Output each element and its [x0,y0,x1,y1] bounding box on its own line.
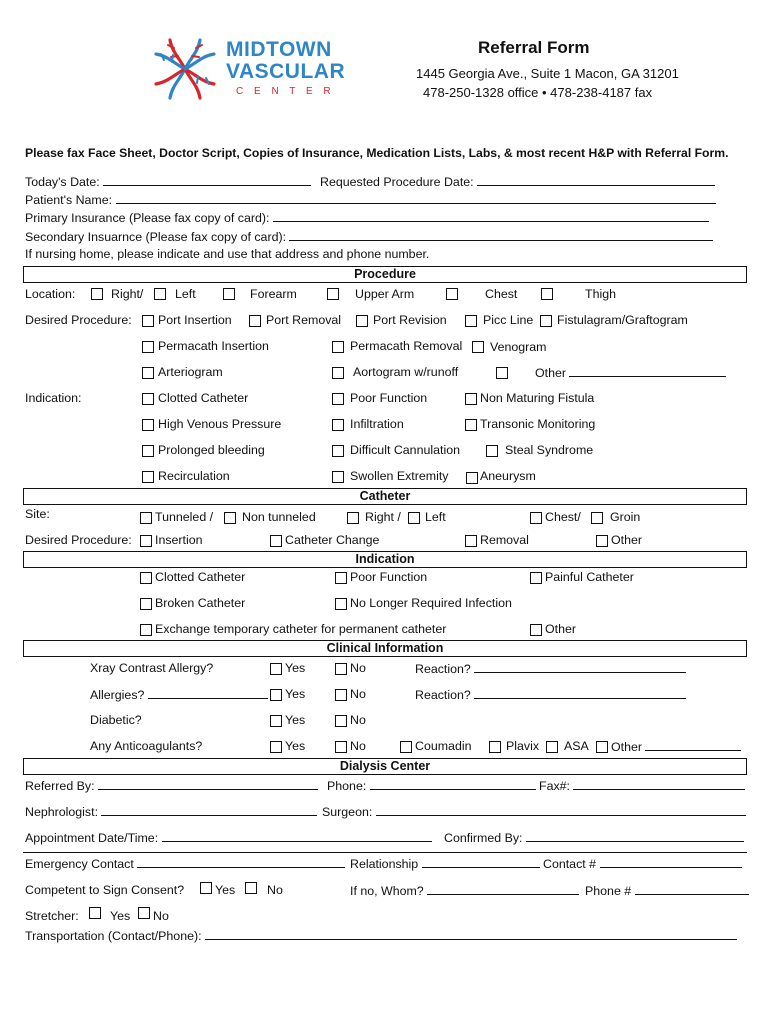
secondary-insurance-field[interactable] [289,229,713,241]
tunneled-label: Tunneled / [155,510,214,524]
upper-arm-checkbox[interactable] [327,288,339,300]
poor-function-checkbox[interactable] [332,393,344,405]
xray-reaction-field[interactable] [474,661,686,673]
chest-label: Chest [485,287,518,301]
diabetic-no-checkbox[interactable] [335,715,347,727]
difficult-cannulation-checkbox[interactable] [332,445,344,457]
exchange-checkbox[interactable] [140,624,152,636]
ind-other-label: Other [545,622,576,636]
diabetic-label: Diabetic? [90,713,142,727]
ind-poor-function-checkbox[interactable] [335,572,347,584]
allergies-yes-label: Yes [285,687,306,701]
anticoagulants-label: Any Anticoagulants? [90,739,203,753]
transportation-field[interactable] [205,928,737,940]
competent-yes-checkbox[interactable] [200,882,212,894]
groin-label: Groin [610,510,641,524]
relationship-label: Relationship [350,857,419,871]
procedure-other-checkbox[interactable] [496,367,508,379]
form-title: Referral Form [478,38,590,57]
catheter-right-label: Right / [365,510,401,524]
aneurysm-label: Aneurysm [480,469,536,483]
catheter-chest-checkbox[interactable] [530,512,542,524]
clotted-catheter-checkbox[interactable] [142,393,154,405]
chest-checkbox[interactable] [446,288,458,300]
allergies-field[interactable] [148,687,268,699]
stretcher-yes-checkbox[interactable] [89,907,101,919]
instructions: Please fax Face Sheet, Doctor Script, Copies of Insurance, Medication Lists, Labs, & most recent H&P with Referral Form. [25,146,729,160]
left-label: Left [175,287,196,301]
groin-checkbox[interactable] [591,512,603,524]
anticoag-other-field[interactable] [645,739,741,751]
if-no-whom-field[interactable] [427,883,579,895]
ind-clotted-label: Clotted Catheter [155,570,246,584]
fax-label: Fax#: [539,779,570,793]
org-name-1: MIDTOWN [226,38,332,61]
indication-header: Indication [23,551,747,568]
forearm-checkbox[interactable] [223,288,235,300]
permacath-removal-checkbox[interactable] [332,341,344,353]
desired-procedure-label: Desired Procedure: [25,313,132,327]
broken-catheter-checkbox[interactable] [140,598,152,610]
plavix-checkbox[interactable] [489,741,501,753]
catheter-other-label: Other [611,533,642,547]
catheter-change-label: Catheter Change [285,533,380,547]
ind-poor-function-label: Poor Function [350,570,428,584]
logo-icon [150,34,220,104]
nephrologist-label: Nephrologist: [25,805,99,819]
stretcher-no-checkbox[interactable] [138,907,150,919]
aortogram-label: Aortogram w/runoff [353,365,459,379]
diabetic-yes-label: Yes [285,713,306,727]
fistulagram-label: Fistulagram/Graftogram [557,313,688,327]
xray-no-label: No [350,661,366,675]
stretcher-label: Stretcher: [25,909,79,923]
stretcher-no-label: No [153,909,169,923]
divider [23,852,747,853]
aortogram-checkbox[interactable] [332,367,344,379]
transonic-label: Transonic Monitoring [480,417,596,431]
referred-by-field[interactable] [98,778,318,790]
catheter-chest-label: Chest/ [545,510,581,524]
requested-date-label: Requested Procedure Date: [320,175,474,189]
infiltration-label: Infiltration [350,417,404,431]
steal-syndrome-checkbox[interactable] [486,445,498,457]
emergency-contact-label: Emergency Contact [25,857,134,871]
secondary-insurance-label: Secondary Insuarnce (Please fax copy of card): [25,230,287,244]
coumadin-checkbox[interactable] [400,741,412,753]
difficult-cannulation-label: Difficult Cannulation [350,443,460,457]
venogram-checkbox[interactable] [472,341,484,353]
primary-insurance-field[interactable] [273,210,709,222]
asa-label: ASA [564,739,589,753]
swollen-extremity-checkbox[interactable] [332,471,344,483]
broken-catheter-label: Broken Catheter [155,596,246,610]
non-maturing-label: Non Maturing Fistula [480,391,595,405]
requested-date-field[interactable] [477,174,715,186]
non-tunneled-label: Non tunneled [242,510,316,524]
emergency-contact-field[interactable] [137,856,345,868]
transportation-label: Transportation (Contact/Phone): [25,929,202,943]
phone-field[interactable] [370,778,536,790]
surgeon-field[interactable] [376,804,746,816]
whom-phone-field[interactable] [635,883,749,895]
catheter-other-checkbox[interactable] [596,535,608,547]
aneurysm-checkbox[interactable] [466,472,478,484]
right-label: Right/ [111,287,144,301]
procedure-header: Procedure [23,266,747,283]
poor-function-label: Poor Function [350,391,428,405]
procedure-other-field[interactable] [569,365,726,377]
anticoag-no-label: No [350,739,366,753]
anticoag-yes-label: Yes [285,739,306,753]
anticoag-yes-checkbox[interactable] [270,741,282,753]
xray-label: Xray Contrast Allergy? [90,661,214,675]
catheter-desired-label: Desired Procedure: [25,533,132,547]
catheter-header: Catheter [23,488,747,505]
anticoag-other-label: Other [611,740,642,754]
allergies-no-checkbox[interactable] [335,689,347,701]
catheter-left-label: Left [425,510,446,524]
primary-insurance-label: Primary Insurance (Please fax copy of card): [25,211,270,225]
anticoag-other-checkbox[interactable] [596,741,608,753]
no-longer-required-checkbox[interactable] [335,598,347,610]
prolonged-bleeding-checkbox[interactable] [142,445,154,457]
arteriogram-checkbox[interactable] [142,367,154,379]
contact-number-label: Contact # [543,857,597,871]
left-checkbox[interactable] [154,288,166,300]
anticoag-no-checkbox[interactable] [335,741,347,753]
site-label: Site: [25,507,50,521]
no-longer-required-label: No Longer Required Infection [350,596,512,610]
picc-line-label: Picc Line [483,313,534,327]
diabetic-no-label: No [350,713,366,727]
exchange-label: Exchange temporary catheter for permanent catheter [155,622,447,636]
painful-catheter-label: Painful Catheter [545,570,634,584]
competent-no-checkbox[interactable] [245,882,257,894]
competent-no-label: No [267,883,283,897]
non-tunneled-checkbox[interactable] [224,512,236,524]
high-venous-checkbox[interactable] [142,419,154,431]
permacath-insertion-label: Permacath Insertion [158,339,269,353]
allergies-yes-checkbox[interactable] [270,689,282,701]
patient-name-label: Patient's Name: [25,193,113,207]
todays-date-label: Today's Date: [25,175,100,189]
allergies-label: Allergies? [90,688,145,702]
arteriogram-label: Arteriogram [158,365,223,379]
steal-syndrome-label: Steal Syndrome [505,443,594,457]
stretcher-yes-label: Yes [110,909,131,923]
insertion-label: Insertion [155,533,203,547]
allergies-reaction-field[interactable] [474,687,686,699]
plavix-label: Plavix [506,739,540,753]
catheter-left-checkbox[interactable] [408,512,420,524]
port-removal-checkbox[interactable] [249,315,261,327]
painful-catheter-checkbox[interactable] [530,572,542,584]
port-revision-label: Port Revision [373,313,447,327]
dialysis-header: Dialysis Center [23,758,747,775]
nephrologist-field[interactable] [101,804,317,816]
removal-checkbox[interactable] [465,535,477,547]
forearm-label: Forearm [250,287,297,301]
location-label: Location: [25,287,76,301]
high-venous-label: High Venous Pressure [158,417,282,431]
competent-label: Competent to Sign Consent? [25,883,185,897]
venogram-label: Venogram [490,340,547,354]
org-name-2: VASCULAR [226,60,346,83]
fax-field[interactable] [573,778,745,790]
infiltration-checkbox[interactable] [332,419,344,431]
nursing-home-note: If nursing home, please indicate and use that address and phone number. [25,247,430,261]
whom-phone-label: Phone # [585,884,632,898]
right-checkbox[interactable] [91,288,103,300]
procedure-other-label: Other [535,366,566,380]
removal-label: Removal [480,533,529,547]
xray-reaction-label: Reaction? [415,662,471,676]
confirmed-by-field[interactable] [526,830,744,842]
indication-label: Indication: [25,391,82,405]
fistulagram-checkbox[interactable] [540,315,552,327]
ind-clotted-checkbox[interactable] [140,572,152,584]
picc-line-checkbox[interactable] [465,315,477,327]
allergies-reaction-label: Reaction? [415,688,471,702]
relationship-field[interactable] [422,856,540,868]
if-no-whom-label: If no, Whom? [350,884,424,898]
todays-date-field[interactable] [103,174,311,186]
logo [150,34,360,104]
ind-other-checkbox[interactable] [530,624,542,636]
recirculation-label: Recirculation [158,469,230,483]
competent-yes-label: Yes [215,883,236,897]
swollen-extremity-label: Swollen Extremity [350,469,449,483]
confirmed-by-label: Confirmed By: [444,831,523,845]
org-name-3: C E N T E R [236,86,335,97]
insertion-checkbox[interactable] [140,535,152,547]
non-maturing-checkbox[interactable] [465,393,477,405]
xray-yes-label: Yes [285,661,306,675]
port-revision-checkbox[interactable] [356,315,368,327]
appointment-label: Appointment Date/Time: [25,831,159,845]
thigh-checkbox[interactable] [541,288,553,300]
catheter-change-checkbox[interactable] [270,535,282,547]
port-insertion-label: Port Insertion [158,313,232,327]
asa-checkbox[interactable] [546,741,558,753]
contact-number-field[interactable] [600,856,742,868]
clinical-header: Clinical Information [23,640,747,657]
permacath-insertion-checkbox[interactable] [142,341,154,353]
allergies-no-label: No [350,687,366,701]
address: 1445 Georgia Ave., Suite 1 Macon, GA 31201 [416,66,679,81]
thigh-label: Thigh [585,287,616,301]
recirculation-checkbox[interactable] [142,471,154,483]
port-removal-label: Port Removal [266,313,342,327]
catheter-right-checkbox[interactable] [347,512,359,524]
prolonged-bleeding-label: Prolonged bleeding [158,443,265,457]
phone-fax: 478-250-1328 office • 478-238-4187 fax [423,85,653,100]
tunneled-checkbox[interactable] [140,512,152,524]
diabetic-yes-checkbox[interactable] [270,715,282,727]
phone-label: Phone: [327,779,367,793]
xray-no-checkbox[interactable] [335,663,347,675]
upper-arm-label: Upper Arm [355,287,415,301]
port-insertion-checkbox[interactable] [142,315,154,327]
coumadin-label: Coumadin [415,739,472,753]
permacath-removal-label: Permacath Removal [350,339,463,353]
transonic-checkbox[interactable] [465,419,477,431]
patient-name-field[interactable] [116,192,716,204]
xray-yes-checkbox[interactable] [270,663,282,675]
appointment-field[interactable] [162,830,432,842]
clotted-catheter-label: Clotted Catheter [158,391,249,405]
referred-by-label: Referred By: [25,779,95,793]
surgeon-label: Surgeon: [322,805,373,819]
